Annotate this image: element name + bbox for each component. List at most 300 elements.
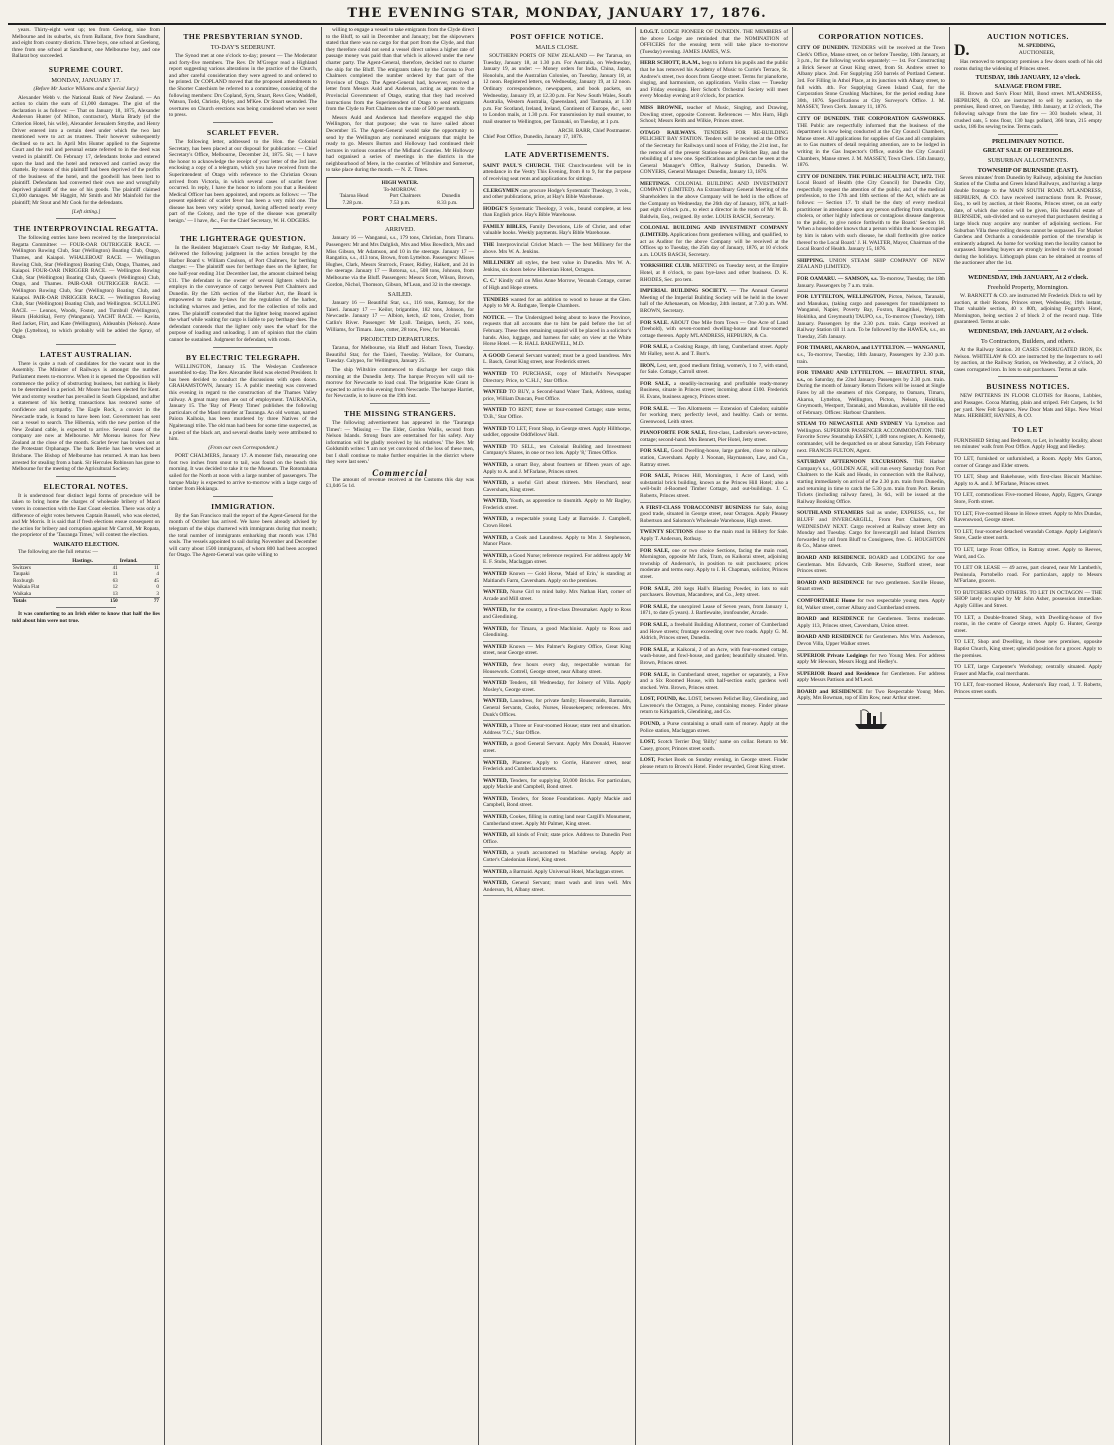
place-label: Port Chalmers [389, 193, 421, 200]
post-office-heading: POST OFFICE NOTICE. [510, 32, 604, 41]
classified-ad [640, 737, 788, 755]
table-cell: 4 [156, 571, 159, 578]
ad-text: on Saturday, the 22nd January. Passengers by 2.30 p.m. train. During the month of January Return Tickets will be issued at Single Fares by all the steamers of this Company, to Oamaru, Timaru, Akaroa, Lyttelton, Wellington, Picton, Nelson, Hokitika, Greymouth, Westport, Taranaki, and Manukau, available till the end of February. Offices: Harbour Chambers. [797, 376, 945, 416]
tolet-ad: TO LET, furnished or unfurnished, a Room. Apply Mrs Garton, corner of Grange and Elder streets. [954, 454, 1102, 472]
classified-ad [640, 527, 788, 545]
ad-text: — The Undersigned being about to leave the Province, requests that all accounts due to him be paid before the 1st of February. These then remaining unpaid will be placed in a solicitor's hands. Also, luggage, and harness for sale; on view at the White Horse Hotel. — R. HALL BAKEWELL, M.D. [483, 314, 631, 348]
ad-lead: BOARD AND RESIDENCE [797, 579, 865, 586]
classified-ad [483, 776, 631, 794]
scarlet-heading: SCARLET FEVER. [206, 127, 280, 137]
ad-lead: WANTED, [483, 552, 509, 559]
ad-lead: YORKSHIRE CLUB. [640, 263, 692, 270]
ad-text: TO BUY, a Second-hand Water Tank, Address, stating price, William Duncan, Post Office. [483, 389, 631, 402]
ad-text: LODGE PIONEER OF DUNEDIN. THE MEMBERS of the above Lodge are reminded that the NOMINATION of OFFICERS for the ensuing term will take place to-morrow (Tuesday) evening. JAMES JAMES, W.S. [640, 29, 788, 55]
ad-text: a Barmaid. Apply Universal Hotel, Maclaggan street. [509, 868, 625, 875]
classified-ad [483, 642, 631, 660]
sale-heading: SALVAGE FROM FIRE. [994, 83, 1062, 91]
ad-lead: SUPERIOR Board and Residence [797, 670, 880, 677]
ad-lead: WANTED, [483, 880, 509, 887]
ad-text: for two Young Men. For address apply Mr Hewson, Messrs Hogg and Hedley's. [797, 652, 945, 666]
ad-text: few hours every day, respectable woman for Housework. Cottrell, George street, near Albany street. [483, 661, 631, 675]
ad-lead: SHIPPING. [797, 257, 825, 264]
ad-lead: FOR SALE, [640, 448, 669, 455]
tolet-ad: TO LET, Shop and Bakehouse, with first-class Biscuit Machine. Apply to A. and J. M'Farlane, Princes street. [954, 472, 1102, 490]
ad-text: all styles, the best value in Dunedin. Mrs W. A. Jenkins, six doors below Hibernian Hotel, Octagon. [483, 260, 631, 273]
arrived-heading: ARRIVED. [385, 226, 415, 234]
ad-lead: WANTED, [483, 723, 509, 730]
table-total-row [12, 598, 160, 605]
ad-lead: LOST, FOUND, &c. [640, 696, 687, 703]
classified-ad [640, 179, 788, 224]
ad-text: for two respectable young men. Apply 84, Walker street, corner Albany and Cumberland streets. [797, 597, 945, 611]
corporation-heading: CORPORATION NOTICES. [818, 32, 924, 41]
tolet-ad: TO LET, four-roomed House, Anderson's Bay road, J. T. Roberts, Princes street south. [954, 680, 1102, 698]
ad-lead: WANTED, [483, 625, 509, 632]
classified-ad [640, 620, 788, 645]
business-body: NEW PATTERNS IN FLOOR CLOTHS for Rooms, Lobbies, and Passages. Cocoa Matting, plain and striped. Felt Carpets, 1s 9d per yard. New Felt Squares. New Door Mats and Slips. New Wool Mats. HERBERT, HAYNES, & CO. [954, 393, 1102, 420]
classified-ad [483, 624, 631, 642]
table-cell: 41 [112, 565, 118, 571]
classified-ad [640, 694, 788, 719]
classified-ad [797, 368, 945, 419]
classified-ad [640, 755, 788, 773]
classified-ad [483, 161, 631, 186]
ad-lead: BOARD AND RESIDENCE [797, 634, 864, 641]
classified-ads-list [640, 27, 788, 774]
high-water-title: HIGH WATER. [381, 180, 419, 187]
australian-body: There is quite a rush of candidates for the vacant seat in the Assembly. The Minister of Railways is amongst the number. Parliament meets to-morrow. When it is opened the Opposition will commence the policy of obstructing business, but nothing is likely to be determined in a period. Mr Moore has been elected for Kent. Wet and stormy weather has prevailed in South Gippsland, and after a statement of his betting transactions has restored some of confidence and sympathy. The Eagle Rock, a convict in the Newcastle trade, is found to have been lost. Government has sent out a vessel to search. The Hibernia, with the new portion of the New Zealand cable, is expected to arrive. Several cases of the company are now at Melbourne. Mr Moreau leaves for New Zealand at the close of the month. Scarlet fever has broken out at the Protestant Orphanage. The bark Bertie has been wrecked at Brisbane. The Bishop of Melbourne has returned. A man has been arrested for stealing from a bank. Sir Hercules Robinson has gone to Melbourne for the meeting of the Agricultural Society. [12, 360, 160, 473]
ad-lead: FOR SALE, [640, 621, 669, 628]
shipping-body: The ship Wiltshire commenced to discharge her cargo this morning at the Dunedin Jetty. The barque Procyon will sail to-morrow for Newcastle to load coal. The brigantine Kate Grant is expected to arrive this evening from Newcastle. The barque Harriet, for Newcastle, is to leave on the 19th inst. [326, 366, 474, 400]
ad-lead: WANTED, [483, 461, 509, 468]
ad-lead: WANTED, [483, 480, 509, 487]
ad-text: TENDERS FOR RE-BUILDING PELICHET BAY STATION. Tenders will be received at the Office of the Secretary for Railways until noon of Friday, the 21st inst., for the removal of the present Station-house at Pelichet Bay, and the rebuilding of a new one. Specifications and plans can be seen at the General Manager's Office, Railway Station, Dunedin. W. CONYERS, General Manager. Dunedin, January 13, 1876. [640, 129, 788, 176]
tolet-ad: TO LET OR LEASE — 49 acres, part cleared, near Mr Lambeth's, Peninsula, Portobello road. For particulars, apply to Messrs M'Farlane, grocers. [954, 563, 1102, 588]
ad-text: UNION STEAM SHIP COMPANY OF NEW ZEALAND (LIMITED). [797, 257, 945, 271]
divider [998, 270, 1057, 271]
classified-ad [483, 569, 631, 587]
ad-text: Applications from gentlemen willing, and qualified, to act as Auditor for the above Company will be received at the Offices up to Tuesday, the 25th day of January, 1876, at 10 o'clock a.m. LOUIS BASCH, Secretary. [640, 232, 788, 258]
table-cell: 150 [71, 598, 118, 605]
classified-ad [797, 632, 945, 650]
tolet-ad: TO BUTCHERS AND OTHERS. TO LET IN OCTAGON — THE SHOP lately occupied by Mr John Asher, possession immediate. Apply Gillies and Street. [954, 588, 1102, 613]
classified-ad [640, 58, 788, 103]
ad-lead: WANTED [483, 370, 507, 377]
classified-ad [797, 457, 945, 508]
ad-lead: WANTED, [483, 607, 509, 614]
tolet-ad: TO LET, four-roomed detached verandah Cottage. Apply Leighton's Store, Castle street north. [954, 527, 1102, 545]
post-office-subheading: MAILS CLOSE. [535, 44, 579, 51]
classified-ad [640, 379, 788, 404]
classified-ad [797, 172, 945, 256]
waikato-heading: WAIKATO ELECTION. [53, 541, 119, 548]
table-cell: Switzers [13, 565, 31, 571]
classified-ad [483, 369, 631, 387]
classified-ad [483, 240, 631, 258]
column-1 [8, 27, 165, 1445]
ad-text: for the country, a first-class Dressmaker. Apply to Ross and Glendining. [483, 607, 631, 620]
classified-ad [483, 739, 631, 757]
ad-text: Tenders, for Stone Foundations. Apply Mackie and Campbell, Bond street. [483, 795, 631, 809]
ad-lead: FOR TIMARU AND LYTTELTON. — BEAUTIFUL STAR, s.s., [797, 370, 945, 383]
ad-lead: SAINT PAUL'S CHURCH. [483, 162, 551, 169]
classified-ad [483, 276, 631, 294]
ad-text: a steadily-increasing and profitable ready-money Business, situate in Princes street; incoming about £100. Frederick H. Evans, business agency, Princes street. [640, 380, 788, 400]
ad-text: BOARD and LODGING for one Gentleman. Mrs Edwards, Crib Reserve, Stafford street, near Princes street. [797, 554, 945, 575]
ad-text: TO RENT, three or four-roomed Cottage; state terms, 'D.B.,' Star Office. [483, 407, 631, 420]
tolet-list [954, 436, 1102, 699]
telegraph-heading: BY ELECTRIC TELEGRAPH. [185, 352, 301, 362]
ad-text: TO LET, Front Shop, in George street. Apply Hillthorpe, saddler, opposite Oddfellows' Hall. [483, 425, 631, 439]
table-cell: 63 [112, 577, 118, 584]
tolet-heading: TO LET [1012, 424, 1044, 434]
ad-text: in Cumberland street, together or separately, a Five and a Six Roomed House, with half-section each; gardens well stocked. Wm. Brown, Princes street. [640, 671, 788, 691]
divider [213, 496, 272, 497]
high-water-date: To-MORROW. [383, 186, 417, 193]
classified-ad [483, 514, 631, 532]
ad-text: Systematic Theology, 3 vols., bound complete, at less than English price. Hay's Bible Warehouse. [483, 205, 631, 219]
ad-lead: WANTED [483, 680, 507, 687]
ad-text: General Servant wanted; must be a good laundress. Mrs L. Basch, Great King street, near Frederick street. [483, 352, 631, 366]
classified-ad [483, 295, 631, 313]
table-cell: Totals [12, 598, 71, 605]
classified-ad [640, 223, 788, 261]
ad-lead: FOR SALE, [640, 380, 671, 387]
classified-ad [797, 687, 945, 705]
ad-lead: WANTED [483, 643, 507, 650]
tolet-ad: FURNISHED Sitting and Bedroom, to Let, in healthy locality, about ten minutes' walk from Post Office. Apply Hogg and Hedley. [954, 436, 1102, 454]
spedding-body: Has removed to temporary premises a few doors south of his old rooms during the widening of Princes street. [954, 59, 1102, 72]
ad-lead: FOR OAMARU. — SAMSON, s.s. [797, 276, 878, 282]
ad-lead: WANTED, [483, 832, 509, 839]
ad-text: a Good Nurse; reference required. For address apply Mr E. F. Stubs, Maclaggan street. [483, 552, 631, 566]
classified-ad [797, 343, 945, 368]
classified-ad [483, 258, 631, 276]
table-header: Hastings. [71, 558, 118, 565]
ad-lead: WANTED, [483, 534, 509, 541]
classified-ad [797, 43, 945, 114]
table-cell: Taupaki [13, 571, 30, 578]
ad-text: TO PURCHASE, copy of Mitchell's Newspaper Directory. Price, to 'C.H.J.,' Star Office. [483, 370, 631, 384]
classified-ad [483, 830, 631, 848]
court-judge: (Before Mr Justice Williams and a Special Jury.) [33, 85, 139, 92]
tolet-ad: TO LET, Five-roomed House in Howe street. Apply to Mrs Dundas, Ravenswood, George street. [954, 509, 1102, 527]
ad-lead: FOR SALE, [640, 646, 669, 653]
divider [527, 144, 586, 145]
classified-ad [797, 651, 945, 669]
divider [998, 134, 1057, 135]
ad-lead: FOR SALE. [640, 319, 669, 326]
table-cell: 11 [154, 565, 159, 571]
classified-ad [640, 128, 788, 179]
classified-ad [483, 551, 631, 569]
sailed-body: January 16 — Beautiful Star, s.s., 116 tons, Ramsay, for the Taieri. January 17 — Keilor, brigantine, 182 tons, Johnson, for Newcastle. January 17 — Albion, ketch, 42 tons, Crozier, from Catlin's River. Passenger: Mr Lyall. Tanigan, ketch, 25 tons, Williams, for Timaru. Jane, cutter, 28 tons, Frew, for Moeraki. [326, 300, 474, 333]
ad-text: General Servant; must wash and iron well. Mrs Anderson, 94, Albany street. [483, 880, 631, 893]
article-continuation: Messrs Auld and Anderson had therefore engaged the ship Wellington, for that purpose; she was to have sailed about December 15. The Agent-General would take the opportunity to send by the Wellington any nominated emigrants that might be ready to go. Messrs Burton and Holloway had continued their lectures in various counties of the Midland Counties. Mr Holloway had organised a series of meetings in the districts in the neighbourhood of Mere, in the counties of Wiltshire and Somerset, to take place during the month. — N. Z. Times. [326, 114, 474, 174]
commercial-body: The amount of revenue received at the Customs this day was £1,046 5s 1d. [326, 476, 474, 490]
place-label: Taiaroa Head [339, 193, 369, 200]
waikato-table [12, 558, 160, 605]
ad-text: at Kaikorai, 2 of an Acre, with four-roomed cottage, wash-house, and fowl-house, and garden; beautifully situated. Wm. Brown, Princes street. [640, 646, 788, 666]
classified-ad [483, 351, 631, 369]
ad-lead: FOR SALE, [640, 603, 669, 610]
ad-text: a freehold Building Allotment, corner of Cumberland and Howe streets; frontage exceeding over two roads. Apply G. M. Aldrich, Princes street, Dunedin. [640, 621, 789, 642]
column-2 [165, 27, 322, 1445]
ad-lead: COMFORTABLE Home [797, 597, 856, 604]
correspondent-note: (From our own Correspondent.) [208, 444, 278, 451]
ad-lead: WANTED, [483, 741, 509, 748]
classified-ad [483, 758, 631, 776]
late-ads-heading: LATE ADVERTISEMENTS. [504, 149, 610, 159]
time-value: 8.33 p.m. [437, 199, 458, 206]
ad-lead: FAMILY BIBLES, [483, 223, 528, 230]
ad-text: for Sale, doing good trade, situated in George street, near Octagon. Apply Pleasey Robertson and Salomon's Wholesale Warehouse, High street. [640, 504, 788, 524]
table-cell: 0 [156, 584, 159, 591]
synod-body: The Synod met at one o'clock to-day; present — The Moderator and forty-five members. The Rev. Dr M'Gregor read a Highland report suggesting various alterations in the practice of the Church, and after careful consideration they were agreed to and ordered to be printed. Dr COPLAND moved that the proposed amendments to the Shorter Catechism be referred to a committee, consisting of the following members: Drs Copland, Sym, Stuart, Revs Gow, Waddell, Watson, Todd, Christie, Ryley, and M'Kee. Dr Stuart seconded. The overtures on Church erections was being considered when we went to press. [169, 53, 317, 119]
table-row [12, 591, 160, 598]
classified-ad [640, 584, 788, 602]
divider [56, 607, 115, 608]
ad-text: for two gentlemen. Saville House, Stuart street. [797, 579, 945, 593]
synod-heading: THE PRESBYTERIAN SYNOD. [183, 32, 303, 41]
ad-text: Known — Mrs Palmer's Registry Office, Great King street, near George street. [483, 643, 631, 657]
classified-ad [640, 670, 788, 695]
ad-text: close to the main road in Hillery for Sale. Apply T. Anderson, Rothsay. [640, 529, 789, 542]
ad-lead: WANTED [483, 425, 507, 432]
classified-ads-list [797, 43, 945, 705]
closing-paragraph: It was comforting to an Irish elder to know that half the lies told about him were not true. [12, 611, 160, 625]
table-header [12, 558, 71, 565]
classified-ad [483, 424, 631, 442]
ad-lead: WANTED, [483, 516, 509, 523]
auction-heading: AUCTION NOTICES. [987, 32, 1069, 41]
classified-ad [483, 405, 631, 423]
ad-text: Good Dwelling-house, large garden, close to railway station, Caversham. Apply J. Noonan, Haymanson, Law, and Co., Rattray street. [640, 448, 788, 468]
classified-ad [797, 256, 945, 274]
ad-text: the unexpired Lease of Seven years, from January 1, 1871, to date (5 years). J. Bartlewaite, ironfounder, Arcade. [640, 603, 788, 617]
ad-text: a Cook and Laundress. Apply to Mrs J. Stephenson, Manor Place. [483, 534, 631, 548]
ad-lead: OTAGO RAILWAYS. [640, 129, 697, 136]
ad-text: Family Devotions, Life of Christ, and other valuable books. Weekly payments. Hay's Bible Warehouse. [483, 223, 631, 237]
ad-text: Tenders, for supplying 50,000 Bricks. For particulars, apply Mackie and Campbell, Bond street. [483, 777, 631, 791]
freehold-heading: GREAT SALE OF FREEHOLDS. [982, 146, 1074, 154]
high-water-places [329, 193, 471, 200]
ad-text: for Two Respectable Young Men. Apply, Mrs Bowman, top of Elm Row, near Arthur street. [797, 688, 945, 702]
ad-lead: A GOOD [483, 352, 505, 359]
classified-ad [640, 286, 788, 317]
missing-body: The following advertisement has appeared in the 'Tauranga Times': — 'Missing — The Elder, Gordon Wallis, second from Nelson Islands. Strong fears are entertained for his safety. Any information will be gladly received by his relatives.' The Rev. Mr Goldsmith writes: 'I am not yet convinced of the loss of these men, but I shall continue to make further enquiries in the district where they were last seen.' [326, 419, 474, 466]
ad-lead: FOR SALE. [640, 405, 669, 412]
post-office-signature: ARCH. BARR, Chief Postmaster. [557, 127, 631, 134]
ad-lead: SATURDAY AFTERNOON EXCURSIONS. [797, 459, 909, 466]
commercial-heading: Commercial [372, 468, 428, 479]
classified-ad [797, 114, 945, 172]
table-cell: Roxburgh [13, 577, 34, 584]
table-cell: 13 [112, 590, 118, 597]
sailed-heading: SAILED. [387, 291, 413, 299]
arrived-body: January 16 — Wanganui, s.s., 179 tons, Christian, from Timaru. Passengers: Mr and Mrs Dalglish, Mrs and Miss Bowditch, Mrs and Miss Gibson, Mr Adamson, and 10 in the steerage. January 17 — Rangatira, s.s., 413 tons, Brown, from Lyttelton. Passengers: Misses Hughes, Clark, Messrs Sturrock, Fraser, Ridley, Halkett, and 24 in the steerage. January 17 — Rotorua, s.s., 508 tons, Johnson, from Melbourne via the Bluff. Passengers: Messrs Scott, Wilson, Brown, Gordon, Nichol, Thomson, Gibson, M'Lean, and 32 in the steerage. [326, 235, 474, 288]
ad-text: can procure Hodge's Systematic Theology, 3 vols., and other publications, price, at Hay's Bible Warehouse. [483, 187, 631, 201]
classified-ad [483, 605, 631, 623]
ad-lead: FOR TIMARU, AKAROA, and LYTTELTON. — WANGANUI, [797, 345, 945, 352]
projected-heading: PROJECTED DEPARTURES. [360, 336, 440, 344]
ad-text: a useful Girl about thirteen. Mrs Henchard, near Caversham, King street. [483, 480, 631, 493]
time-value: 7.53 p.m. [389, 199, 411, 206]
intro-paragraph: years. Thirty-eight went up; ten from Geelong, nine from Melbourne and its suburbs, six from Ballarat, five from Sandhurst, and eight from country districts. Three boys, one school at Geelong, three from one school at Sandhurst, one Melbourne boy, and one Ballarat boy succeeded. [12, 27, 160, 60]
classified-ad [797, 578, 945, 596]
classified-ad [640, 261, 788, 286]
classified-ad [640, 27, 788, 58]
ad-text: a Three or Four-roomed House; state rent and situation. Address '7.C.,' Star Office. [483, 723, 631, 736]
high-water-times [329, 200, 471, 207]
post-office-body: SOUTHERN PORTS OF NEW ZEALAND — Per Tararua, on Tuesday, January 18, at 1.30 p.m. For Australia, on Wednesday, January 19, as under: — Money orders for India, China, Japan, Honolulu, and the Australian Colonies, on Tuesday, January 18, at 12 noon. Registered letters, on Wednesday, January 19, at 12 noon. Ordinary correspondence, newspapers, and book packets, on Wednesday, January 19, at 12.30 p.m. For New South Wales, South Australia, Western Australia, Queensland, and Tasmania, at 1.30 p.m. For Scotland, Ireland, Ireland, Continent of Europe, &c., sent to London mails, at 1.30 p.m. For transmission by mail steamer, to mail steamer to Wellington, per Taranaki, on Tuesday, at 1 p.m. [483, 53, 631, 125]
table-header: Ireland. [119, 558, 160, 565]
ad-text: To-morrow, Tuesday, the 18th January. Passengers by 7 a.m. train. [797, 276, 945, 289]
classified-ad [640, 446, 788, 471]
ad-lead: WANTED, [483, 589, 509, 596]
ad-text: a Cooking Range, 4ft long, Cumberland street. Apply Mr Halley, next A. and T. Burt's. [640, 344, 788, 357]
table-cell: Waikaka [13, 590, 32, 597]
ad-lead: NOTICE. [483, 314, 506, 321]
missing-heading: THE MISSING STRANGERS. [343, 408, 457, 418]
high-water-box [326, 177, 474, 209]
ad-lead: WANTED [483, 443, 507, 450]
ad-text: a smart Boy, about fourteen or fifteen years of age. Apply to A. and J. M'Farlane, Princes street. [483, 461, 631, 475]
ad-lead: WANTED, [483, 698, 509, 705]
prelim-heading: PRELIMINARY NOTICE. [991, 137, 1065, 145]
ad-text: one or two choice Sections, facing the main road, Mornington, opposite Mr Jack, Tram, on Kaikorai street, adjoining township of Anderson's, in position to suit purchasers; prices moderate and terms easy. Apply to I. H. Chapman, solicitor, Princes street. [640, 547, 788, 580]
classified-ad [483, 460, 631, 478]
ad-text: TO SELL, ten Colonial Building and Investment Company's Shares, in one or two lots. Apply '8,' Times Office. [483, 443, 631, 457]
ad-lead: MILLINERY [483, 260, 515, 267]
classified-ad [483, 496, 631, 514]
table-cell: Waikaia Flat [13, 584, 40, 591]
ad-text: all kinds of Fruit; state price. Address to Dunedin Post Office. [483, 832, 631, 845]
classified-ad [483, 878, 631, 896]
ad-text: for Gentlemen. For address apply Messrs Pattison and M'Leod. [797, 670, 945, 684]
ad-lead: HERR SCHOTT, R.A.M., [640, 60, 701, 67]
ad-lead: WANTED, [483, 868, 509, 875]
classified-ad [483, 587, 631, 605]
classified-ad [483, 204, 631, 222]
ad-lead: SOUTHLAND STEAMERS [797, 510, 864, 517]
ad-text: Interprovincial Cricket Match — The best Millinery for the above. Mrs W. A. Jenkins. [483, 242, 631, 255]
ad-text: for Timaru, a good Machinist. Apply to Ross and Glendining. [483, 625, 631, 639]
ad-text: Nurse Girl to mind baby. Mrs Nathan Hart, corner of Arcade and Mill street. [483, 589, 631, 602]
ad-text: Lest, sett, good medium fitting, women's, 1 to 7, with stand, for Sale. Cottage, Carroll street. [640, 362, 788, 376]
ad-text: Cookes, filling in cutting land near Cargill's Monument, Cumberland street. Apply Mr Palmer, King street. [483, 814, 631, 827]
table-cell: 45 [153, 577, 159, 584]
ad-text: TENDERS will be received at the Town Clerk's Office, Manse street, on or before Tuesday, 18th January, at 3 p.m., for the following works separately: — 1st. For Constructing a Brick Sewer at Great King street, from St. Andrew street to Albany place. 2nd. For Supplying 250 barrels of Portland Cement. 3rd. For Filling in Athol Place, at its junction with Albany street, to full width. 4th. For Supplying Green Island Coal, for the Corporation Stone Crushing Machines, for the period ending June 30th, 1876. Specifications at City Surveyor's Office. J. M. MASSEY, Town Clerk. January 11, 1876. [797, 45, 945, 111]
classified-ad [483, 678, 631, 696]
burnside-body: Seven minutes' from Dunedin by Railway, adjoining the Junction Station of the Clutha and Green Island Railways, and having a large double frontage to the MAIN SOUTH ROAD. M'LANDRESS, HEPBURN, & CO. have received instructions from R. Prosser, Esq., to sell by auction, at their Rooms, Princes street, on an early date, of which due notice will be given, His beautiful estate of BURNSIDE, sub-divided and so surveyed that purchasers desiring a large block may acquire any number of adjoining sections. For Suburban Villa these rolling downs cannot be surpassed. For Market Gardens and Orchards a considerable portion of the township is eminently adapted. As home for working men the locality cannot be surpassed. Intending buyers are strongly invited to visit the ground during the holidays. Lithograph plans can be obtained at rooms of the auctioneer after the 1st. [954, 174, 1102, 267]
ad-text: a respectable young Lady at Barnside. J. Campbell, Crown Hotel. [483, 516, 631, 530]
waikato-intro: The following are the full returns: — [18, 549, 98, 555]
ad-lead: CITY OF DUNEDIN. [797, 45, 850, 51]
ad-text: Princes Hill, Mornington, 1 Acre of Land, with substantial brick building, known as the Princes Hill Hotel; also a well-built 4-Roomed Timber Cottage, and out-buildings. J. C. Roberts, Princes street. [640, 473, 788, 500]
ad-text: Scotch Terrier Dog 'Billy;' name on collar. Return to Mr. Casey, grocer, Princes street south. [640, 739, 788, 752]
column-5 [636, 27, 793, 1445]
ad-lead: LOST, [640, 739, 656, 746]
column-6 [793, 27, 950, 1445]
immigration-body: By the San Francisco mail the report of the Agent-General for the month of October has arrived. We have been already advised by telegram of the ships chartered with immigrants during that month; the total number of immigrants embarking that month was 1784 souls. The vessels appointed to sail during November and December will carry about 1500 immigrants, of whom 800 had been accepted for Otago. The Agent-General was quite willing to [169, 512, 317, 559]
sale-body: At the Railway Station. 20 CASES CORRUGATED IRON, Ex Nelson. WHITELAW & CO. are instructed by the Inspectors to sell by auction, at the Railway Station, on Wednesday, at 2 o'clock, 20 cases corrugated iron. In lots to suit purchasers. Terms at sale. [954, 347, 1102, 373]
court-heading: SUPREME COURT. [48, 64, 124, 74]
tolet-ad: TO LET, Shop and Dwelling, in those new premises, opposite Baptist Church, King street; splendid position for a grocer. Apply to the premises. [954, 637, 1102, 662]
lighterage-body: In the Resident Magistrate's Court to-day Mr Bathgate, R.M., delivered the following judgment in the action brought by the Harbor Board v. William Coulson, of Port Chalmers, for berthing charges: — The plaintiff sues for berthage dues on the lighter, for one half-year ending 31st December last, the amount claimed being £11. The defendant is the owner of several lighters which he employs in the conveyance of cargo between Port Chalmers and Dunedin. By the 12th section of the Harbor Act, the Board is empowered to make by-laws for the regulation of the harbor, including wharves and jetties, and for the collection of tolls and rates. The plaintiff contended that the lighter being moored against the wharf while waiting for cargo is liable to pay berthage dues. The defendant contends that the lighter only uses the wharf for the purpose of loading and unloading. I am of opinion that the claim cannot be sustained. Judgment for defendant, with costs. [169, 244, 317, 343]
drop-cap: D. [954, 43, 970, 59]
ad-lead: HODGE'S [483, 205, 508, 212]
court-date: MONDAY, JANUARY 17. [51, 76, 121, 84]
court-adjourned: [Left sitting.] [71, 208, 101, 215]
classified-ad [483, 721, 631, 739]
ad-text: Tenders, till Wednesday, for Joinery of Villa. Apply Mosley's, George street. [483, 680, 631, 693]
court-body: Alexander Webb v. the National Bank of New Zealand. — An action to claim the sum of £1,000 damages. The gist of the declaration is as follows: — That on January 18, 1875, Alexander Anderson Hunter (of Milton, contractor), Maria Brady (of the Criterion Hotel, his wife), Alexander Jerusalem Smythe, and Henry Driver entered into a certain deed under which the two last mentioned were to act as trustees. Their however subsequently declined so to act. In April Mrs Hunter applied to the Supreme Court and the real and personal estate referred to in the deed was vested in plaintiff. On February 17, defendants broke and entered upon the land and the hotel and removed and carried away the chattels. By reason of this plaintiff had been deprived of the profits of the business of the hotel, and the goodwill has been lost to plaintiff. Defendants had converted their own use and wrongfully deprived plaintiff of the use of his goods. The plaintiff claimed £1,000 damages. Mr Haggitt, Mr Smith and Mr Mainfold for the plaintiff; Mr Stout and Mr Cook for the defendants. [12, 94, 160, 207]
place-label: Dunedin [441, 193, 461, 200]
ad-text: for Gentlemen. Mrs Wm. Anderson, Devon Villa, Upper Walker street. [797, 634, 946, 647]
ad-text: THE Public are respectfully informed that the business of the department is now being conducted at the City Council Chambers, Manse street. All applications for supplies of Gas and all complaints as to Gas matters of detail requiring attention, are to be lodged in writing in the Gas Inspector's Office, outside the City Council Chambers, Manse street. J. M. MASSEY, Town Clerk. 15th January, 1876. [797, 122, 945, 169]
ad-lead: BOARD and RESIDENCE [797, 616, 865, 623]
ad-text: Via Lyttelton and Wellington. SUPERIOR PASSENGER ACCOMMODATION. THE Favorite Screw Steamship EASBY, 1,489 tons register, A. Kennedy, commander, will be despatched on or about Saturday, 15th February next. FRANCIS FULTON, Agent. [797, 421, 945, 454]
post-office-dateline: Chief Post Office, Dunedin, January 17, 1876. [483, 134, 583, 141]
ad-lead: BOARD AND RESIDENCE. [797, 554, 867, 561]
classified-ad [640, 103, 788, 128]
synod-subheading: TO-DAY'S SEDERUNT. [210, 44, 276, 51]
classified-ad [483, 186, 631, 204]
electoral-body: It is understood four distinct legal forms of procedure will be taken to bring home the charges of wholesale bribery of Maori voters in connection with the East Coast election. There was only a difference of eight votes between Captain Russell, who was elected, and Mr Morris. It is said that if fresh elections ensue consequent on the action for bribery and corruption against Mr Carroll, Mr Ropata, the proprietor of the 'Tauranga Times,' will contest the election. [12, 492, 160, 539]
ad-text: MEETING on Tuesday next, at the Empire Hotel, at 8 o'clock, to pass bye-laws and other business. D. K. RHODES, Sec. pro tem. [640, 263, 788, 283]
ad-lead: IMPERIAL BUILDING SOCIETY. [640, 288, 727, 295]
ad-text: Youth, as apprentice to tinsmith. Apply to Mr Bagley, Frederick street. [483, 498, 631, 511]
ad-lead: I.O.G.T. [640, 29, 660, 35]
ad-text: LOST, between Pelichet Bay, Glendining, and Lawrence's the Octagon, a Purse, containing money. Finder please return to Kirkpatrick, Glendining, and Co. [640, 696, 788, 716]
classified-ad [640, 645, 788, 670]
ad-lead: FOR SALE, [640, 547, 670, 554]
classified-ad [640, 404, 788, 429]
classified-ad [640, 719, 788, 737]
ad-text: s.s., To-morrow, Tuesday, 18th January, Passengers by 2.30 p.m. train. [797, 351, 945, 365]
classified-ad [640, 471, 788, 502]
ad-lead: A FIRST-CLASS TOBACCONIST BUSINESS [640, 504, 752, 511]
steamship-icon [852, 707, 890, 731]
classified-ad [483, 387, 631, 405]
sale-heading: To Contractors, Builders, and others. [980, 338, 1076, 346]
divider [213, 122, 272, 123]
classified-ad [640, 361, 788, 379]
ad-lead: TWENTY SECTIONS [640, 529, 693, 536]
ad-text: a Purse containing a small sum of money. Apply at the Police station, Maclaggan street. [640, 721, 788, 734]
divider [213, 347, 272, 348]
ad-lead: IRON, [640, 362, 656, 369]
ad-text: Pocket Book on Sunday evening, in George street. Finder please return to Brown's Hotel. Finder rewarded, Great King street. [640, 757, 788, 771]
ad-lead: FOUND, [640, 721, 661, 728]
ad-lead: C. C.' [483, 278, 497, 285]
ad-lead: TENDERS [483, 296, 509, 303]
classified-ad [640, 546, 788, 584]
ad-text: Sail as under, EXPRESS, s.s., for BLUFF and INVERCARGILL, From Port Chalmers, ON WEDNESDAY NEXT. Cargo received at Railway street Jetty on Monday and Tuesday. Cargo for Invercargill and Inland Districts forwarded by rail from Bluff to Consignees, free. G. HOUGHTON & Co., Manse street. [797, 510, 945, 550]
sale-heading: Freehold Property, Mornington. [987, 284, 1069, 292]
ad-text: ABOUT One Mile from Town — One Acre of Land (freehold), with seven-roomed dwelling-house and four-roomed cottage thereon. Apply M'LANDRESS, HEPBURN, & Co. [640, 319, 788, 339]
ad-text: THE Churchwardens will be in attendance in the Vestry This Evening, from 8 to 9, for the purpose of receiving seat rents and applications for sittings. [483, 162, 631, 182]
columns [8, 27, 1106, 1445]
classified-ad [483, 696, 631, 721]
ad-text: teacher of Music, Singing, and Drawing, Dowling street, opposite Convent. References — Mrs Hurn, High School; Messrs Reith and Wilkie, Princes street. [640, 104, 788, 125]
ad-text: — Ten Allotments — Extension of Caledon; suitable for working men; perfectly level, and healthy. Cash or terms. Greenwood, Leith street. [640, 405, 788, 425]
ad-text: Plasterer. Apply to Gorrie, Hanover street, near Frederick and Cumberland streets. [483, 759, 631, 773]
ad-lead: CLERGYMEN [483, 187, 519, 194]
ad-lead: WANTED [483, 389, 507, 396]
classified-ad [483, 222, 631, 240]
